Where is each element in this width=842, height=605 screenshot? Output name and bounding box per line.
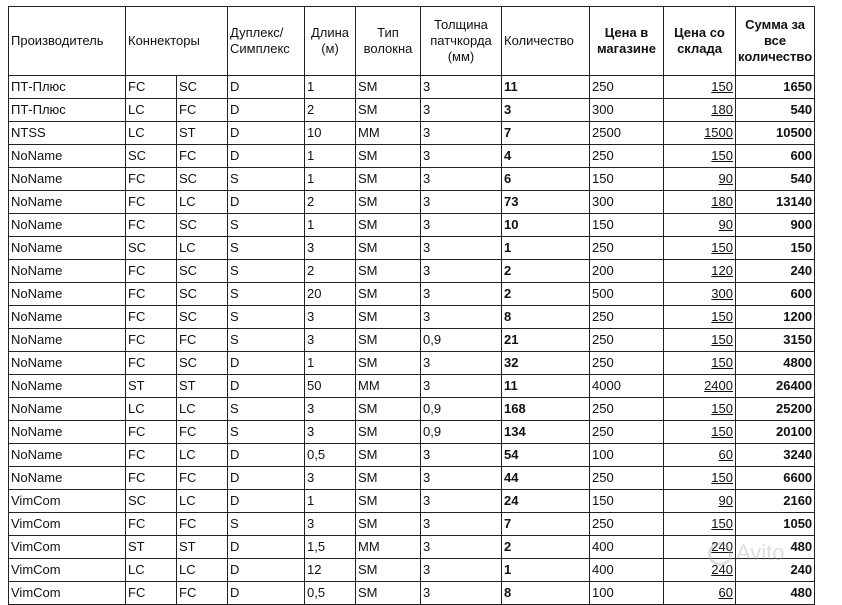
cell-quantity: 6 (502, 168, 590, 191)
cell-warehouse-price: 150 (664, 398, 736, 421)
cell-warehouse-price: 150 (664, 237, 736, 260)
cell-total: 25200 (736, 398, 815, 421)
price-table (8, 6, 815, 605)
header-duplex: Дуплекс/ Симплекс (228, 7, 305, 76)
table-row (9, 237, 815, 260)
table-row (9, 145, 815, 168)
cell-thickness: 3 (421, 145, 502, 168)
cell-length: 20 (305, 283, 356, 306)
cell-connector-1: LC (126, 122, 177, 145)
cell-thickness: 3 (421, 306, 502, 329)
cell-length: 1 (305, 352, 356, 375)
cell-quantity: 2 (502, 536, 590, 559)
cell-quantity: 73 (502, 191, 590, 214)
cell-thickness: 3 (421, 76, 502, 99)
cell-total: 150 (736, 237, 815, 260)
cell-warehouse-price: 240 (664, 559, 736, 582)
cell-connector-2: LC (177, 237, 228, 260)
cell-shop-price: 150 (590, 168, 664, 191)
cell-connector-1: SC (126, 237, 177, 260)
cell-connector-2: LC (177, 398, 228, 421)
cell-shop-price: 300 (590, 191, 664, 214)
header-thickness: Толщина патчкорда (мм) (421, 7, 502, 76)
cell-quantity: 8 (502, 582, 590, 605)
cell-duplex: S (228, 168, 305, 191)
cell-total: 13140 (736, 191, 815, 214)
cell-length: 1 (305, 214, 356, 237)
header-warehouse-price: Цена со склада (664, 7, 736, 76)
cell-thickness: 3 (421, 467, 502, 490)
cell-total: 2160 (736, 490, 815, 513)
cell-duplex: S (228, 398, 305, 421)
cell-maker: NoName (9, 375, 126, 398)
cell-quantity: 10 (502, 214, 590, 237)
cell-connector-1: ST (126, 375, 177, 398)
cell-fiber: SM (356, 444, 421, 467)
cell-connector-1: LC (126, 559, 177, 582)
cell-duplex: D (228, 99, 305, 122)
cell-warehouse-price: 150 (664, 329, 736, 352)
cell-maker: NoName (9, 145, 126, 168)
cell-fiber: SM (356, 513, 421, 536)
cell-length: 2 (305, 191, 356, 214)
cell-shop-price: 4000 (590, 375, 664, 398)
table-row (9, 99, 815, 122)
header-connectors: Коннекторы (126, 7, 228, 76)
cell-connector-1: FC (126, 191, 177, 214)
cell-maker: ПТ-Плюс (9, 99, 126, 122)
cell-duplex: D (228, 467, 305, 490)
cell-thickness: 3 (421, 99, 502, 122)
cell-length: 3 (305, 513, 356, 536)
cell-shop-price: 250 (590, 145, 664, 168)
cell-thickness: 0,9 (421, 329, 502, 352)
cell-thickness: 3 (421, 352, 502, 375)
cell-quantity: 1 (502, 559, 590, 582)
cell-duplex: S (228, 306, 305, 329)
cell-thickness: 3 (421, 513, 502, 536)
cell-thickness: 3 (421, 536, 502, 559)
cell-fiber: SM (356, 76, 421, 99)
cell-shop-price: 100 (590, 444, 664, 467)
cell-warehouse-price: 180 (664, 191, 736, 214)
cell-connector-2: ST (177, 375, 228, 398)
table-row (9, 214, 815, 237)
cell-fiber: SM (356, 329, 421, 352)
cell-duplex: S (228, 214, 305, 237)
cell-thickness: 3 (421, 191, 502, 214)
cell-shop-price: 2500 (590, 122, 664, 145)
cell-thickness: 3 (421, 260, 502, 283)
header-qty: Количество (502, 7, 590, 76)
cell-length: 1,5 (305, 536, 356, 559)
cell-quantity: 7 (502, 122, 590, 145)
cell-duplex: D (228, 559, 305, 582)
cell-quantity: 32 (502, 352, 590, 375)
cell-length: 10 (305, 122, 356, 145)
cell-shop-price: 400 (590, 536, 664, 559)
cell-total: 480 (736, 536, 815, 559)
cell-warehouse-price: 90 (664, 168, 736, 191)
cell-shop-price: 150 (590, 490, 664, 513)
cell-connector-1: FC (126, 467, 177, 490)
cell-thickness: 0,9 (421, 421, 502, 444)
cell-connector-1: LC (126, 99, 177, 122)
table-row (9, 168, 815, 191)
cell-maker: NoName (9, 329, 126, 352)
cell-shop-price: 250 (590, 76, 664, 99)
cell-warehouse-price: 150 (664, 145, 736, 168)
table-row (9, 582, 815, 605)
cell-connector-2: LC (177, 191, 228, 214)
cell-thickness: 3 (421, 237, 502, 260)
cell-warehouse-price: 150 (664, 306, 736, 329)
cell-fiber: SM (356, 490, 421, 513)
cell-connector-1: FC (126, 513, 177, 536)
cell-length: 1 (305, 490, 356, 513)
cell-warehouse-price: 120 (664, 260, 736, 283)
cell-duplex: D (228, 444, 305, 467)
cell-total: 6600 (736, 467, 815, 490)
cell-thickness: 3 (421, 582, 502, 605)
table-row (9, 306, 815, 329)
cell-shop-price: 100 (590, 582, 664, 605)
cell-fiber: SM (356, 398, 421, 421)
cell-thickness: 3 (421, 490, 502, 513)
cell-shop-price: 500 (590, 283, 664, 306)
cell-shop-price: 250 (590, 467, 664, 490)
cell-warehouse-price: 150 (664, 352, 736, 375)
cell-fiber: SM (356, 260, 421, 283)
cell-quantity: 168 (502, 398, 590, 421)
cell-quantity: 4 (502, 145, 590, 168)
cell-total: 1650 (736, 76, 815, 99)
cell-duplex: D (228, 375, 305, 398)
cell-quantity: 24 (502, 490, 590, 513)
cell-thickness: 3 (421, 559, 502, 582)
cell-thickness: 3 (421, 283, 502, 306)
cell-length: 3 (305, 467, 356, 490)
cell-maker: ПТ-Плюс (9, 76, 126, 99)
cell-connector-1: LC (126, 398, 177, 421)
cell-quantity: 11 (502, 76, 590, 99)
cell-shop-price: 400 (590, 559, 664, 582)
cell-duplex: D (228, 490, 305, 513)
header-fiber: Тип волокна (356, 7, 421, 76)
cell-quantity: 2 (502, 260, 590, 283)
cell-connector-2: FC (177, 467, 228, 490)
table-row (9, 283, 815, 306)
cell-connector-1: FC (126, 168, 177, 191)
cell-total: 1200 (736, 306, 815, 329)
table-row (9, 536, 815, 559)
cell-fiber: SM (356, 99, 421, 122)
cell-shop-price: 300 (590, 99, 664, 122)
cell-connector-2: ST (177, 122, 228, 145)
table-row (9, 260, 815, 283)
cell-connector-1: FC (126, 76, 177, 99)
cell-quantity: 7 (502, 513, 590, 536)
cell-shop-price: 250 (590, 398, 664, 421)
cell-quantity: 54 (502, 444, 590, 467)
cell-total: 3150 (736, 329, 815, 352)
cell-length: 3 (305, 329, 356, 352)
cell-maker: VimCom (9, 582, 126, 605)
cell-maker: NoName (9, 352, 126, 375)
cell-length: 1 (305, 145, 356, 168)
table-row (9, 490, 815, 513)
table-row (9, 329, 815, 352)
cell-fiber: SM (356, 421, 421, 444)
cell-maker: NoName (9, 398, 126, 421)
cell-length: 3 (305, 421, 356, 444)
cell-fiber: SM (356, 145, 421, 168)
cell-total: 900 (736, 214, 815, 237)
cell-connector-2: SC (177, 306, 228, 329)
cell-maker: NoName (9, 260, 126, 283)
table-row (9, 513, 815, 536)
cell-connector-2: LC (177, 559, 228, 582)
cell-duplex: S (228, 283, 305, 306)
cell-thickness: 0,9 (421, 398, 502, 421)
cell-length: 1 (305, 168, 356, 191)
cell-length: 3 (305, 398, 356, 421)
cell-fiber: SM (356, 283, 421, 306)
cell-length: 2 (305, 260, 356, 283)
cell-thickness: 3 (421, 168, 502, 191)
cell-quantity: 11 (502, 375, 590, 398)
cell-total: 480 (736, 582, 815, 605)
cell-connector-2: SC (177, 168, 228, 191)
cell-maker: NoName (9, 467, 126, 490)
cell-length: 3 (305, 306, 356, 329)
cell-thickness: 3 (421, 375, 502, 398)
cell-total: 240 (736, 559, 815, 582)
cell-fiber: SM (356, 467, 421, 490)
cell-fiber: SM (356, 214, 421, 237)
cell-connector-1: FC (126, 582, 177, 605)
table-row (9, 375, 815, 398)
table-row (9, 398, 815, 421)
cell-maker: NoName (9, 168, 126, 191)
cell-total: 600 (736, 283, 815, 306)
cell-connector-2: FC (177, 99, 228, 122)
cell-shop-price: 250 (590, 421, 664, 444)
table-row (9, 76, 815, 99)
cell-thickness: 3 (421, 214, 502, 237)
cell-maker: NoName (9, 237, 126, 260)
cell-quantity: 44 (502, 467, 590, 490)
cell-length: 50 (305, 375, 356, 398)
cell-fiber: SM (356, 352, 421, 375)
cell-connector-2: FC (177, 513, 228, 536)
cell-duplex: D (228, 76, 305, 99)
cell-total: 240 (736, 260, 815, 283)
cell-warehouse-price: 60 (664, 582, 736, 605)
cell-connector-2: ST (177, 536, 228, 559)
cell-duplex: D (228, 145, 305, 168)
cell-total: 540 (736, 168, 815, 191)
cell-quantity: 134 (502, 421, 590, 444)
cell-duplex: D (228, 122, 305, 145)
cell-connector-2: SC (177, 214, 228, 237)
cell-connector-2: FC (177, 582, 228, 605)
table-row (9, 191, 815, 214)
cell-warehouse-price: 300 (664, 283, 736, 306)
cell-quantity: 8 (502, 306, 590, 329)
cell-length: 0,5 (305, 444, 356, 467)
cell-maker: VimCom (9, 513, 126, 536)
cell-total: 10500 (736, 122, 815, 145)
cell-warehouse-price: 90 (664, 214, 736, 237)
cell-duplex: S (228, 260, 305, 283)
cell-length: 0,5 (305, 582, 356, 605)
table-row (9, 122, 815, 145)
cell-maker: NoName (9, 283, 126, 306)
cell-maker: NTSS (9, 122, 126, 145)
header-row (9, 7, 815, 76)
cell-fiber: MM (356, 375, 421, 398)
cell-connector-2: SC (177, 283, 228, 306)
cell-total: 20100 (736, 421, 815, 444)
cell-connector-1: SC (126, 490, 177, 513)
cell-shop-price: 200 (590, 260, 664, 283)
cell-duplex: D (228, 191, 305, 214)
header-shop-price: Цена в магазине (590, 7, 664, 76)
cell-maker: NoName (9, 191, 126, 214)
cell-connector-2: SC (177, 76, 228, 99)
cell-fiber: MM (356, 122, 421, 145)
cell-warehouse-price: 150 (664, 76, 736, 99)
cell-total: 26400 (736, 375, 815, 398)
cell-warehouse-price: 1500 (664, 122, 736, 145)
cell-length: 1 (305, 76, 356, 99)
cell-warehouse-price: 2400 (664, 375, 736, 398)
cell-duplex: D (228, 352, 305, 375)
cell-connector-1: FC (126, 329, 177, 352)
cell-length: 3 (305, 237, 356, 260)
cell-connector-2: SC (177, 352, 228, 375)
cell-quantity: 1 (502, 237, 590, 260)
cell-shop-price: 250 (590, 329, 664, 352)
cell-duplex: D (228, 536, 305, 559)
table-row (9, 352, 815, 375)
cell-shop-price: 250 (590, 513, 664, 536)
cell-duplex: D (228, 582, 305, 605)
cell-maker: VimCom (9, 536, 126, 559)
cell-maker: NoName (9, 444, 126, 467)
cell-maker: VimCom (9, 559, 126, 582)
cell-thickness: 3 (421, 444, 502, 467)
cell-shop-price: 250 (590, 352, 664, 375)
cell-total: 1050 (736, 513, 815, 536)
cell-shop-price: 250 (590, 306, 664, 329)
cell-connector-2: FC (177, 145, 228, 168)
cell-maker: NoName (9, 421, 126, 444)
cell-warehouse-price: 180 (664, 99, 736, 122)
header-length: Длина (м) (305, 7, 356, 76)
cell-duplex: S (228, 237, 305, 260)
cell-length: 12 (305, 559, 356, 582)
header-total: Сумма за все количество (736, 7, 815, 76)
cell-connector-1: FC (126, 214, 177, 237)
cell-connector-1: FC (126, 421, 177, 444)
cell-duplex: S (228, 513, 305, 536)
cell-total: 3240 (736, 444, 815, 467)
cell-maker: NoName (9, 214, 126, 237)
cell-connector-1: FC (126, 306, 177, 329)
cell-quantity: 21 (502, 329, 590, 352)
cell-total: 4800 (736, 352, 815, 375)
cell-connector-2: LC (177, 490, 228, 513)
cell-duplex: S (228, 329, 305, 352)
cell-warehouse-price: 150 (664, 421, 736, 444)
cell-length: 2 (305, 99, 356, 122)
cell-connector-1: ST (126, 536, 177, 559)
cell-connector-2: FC (177, 421, 228, 444)
table-row (9, 559, 815, 582)
cell-maker: NoName (9, 306, 126, 329)
cell-connector-1: FC (126, 444, 177, 467)
cell-connector-2: SC (177, 260, 228, 283)
cell-connector-1: FC (126, 283, 177, 306)
cell-shop-price: 150 (590, 214, 664, 237)
cell-connector-2: FC (177, 329, 228, 352)
cell-connector-2: LC (177, 444, 228, 467)
cell-quantity: 2 (502, 283, 590, 306)
cell-connector-1: SC (126, 145, 177, 168)
cell-total: 600 (736, 145, 815, 168)
cell-connector-1: FC (126, 352, 177, 375)
table-row (9, 421, 815, 444)
cell-shop-price: 250 (590, 237, 664, 260)
header-maker: Производитель (9, 7, 126, 76)
cell-fiber: SM (356, 559, 421, 582)
table-row (9, 467, 815, 490)
cell-maker: VimCom (9, 490, 126, 513)
cell-fiber: SM (356, 237, 421, 260)
cell-warehouse-price: 150 (664, 513, 736, 536)
cell-warehouse-price: 240 (664, 536, 736, 559)
watermark-text: Avito (736, 540, 785, 565)
cell-fiber: SM (356, 306, 421, 329)
cell-duplex: S (228, 421, 305, 444)
cell-warehouse-price: 150 (664, 467, 736, 490)
table-row (9, 444, 815, 467)
cell-fiber: MM (356, 536, 421, 559)
cell-quantity: 3 (502, 99, 590, 122)
cell-thickness: 3 (421, 122, 502, 145)
cell-connector-1: FC (126, 260, 177, 283)
cell-total: 540 (736, 99, 815, 122)
cell-fiber: SM (356, 582, 421, 605)
cell-warehouse-price: 60 (664, 444, 736, 467)
cell-fiber: SM (356, 191, 421, 214)
cell-fiber: SM (356, 168, 421, 191)
cell-warehouse-price: 90 (664, 490, 736, 513)
